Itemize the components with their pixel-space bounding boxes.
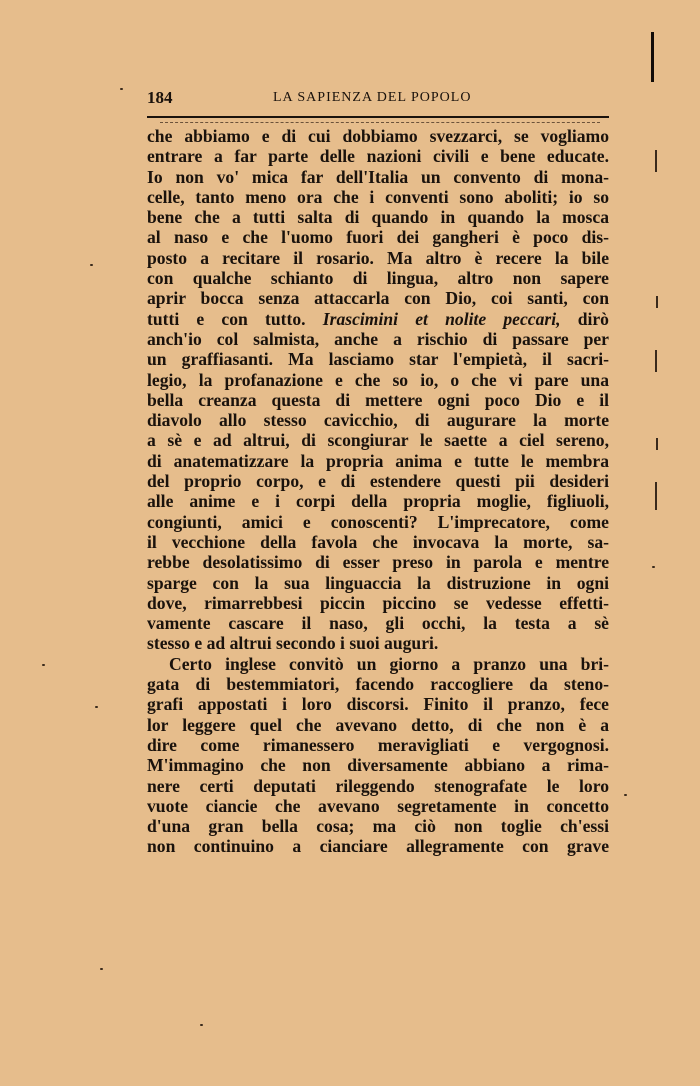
speck — [95, 706, 98, 708]
text-line: anch'io col salmista, anche a rischio di passare per — [147, 328, 609, 349]
speck — [120, 88, 123, 90]
text-line: legio, la profanazione e che so io, o che vi pare una — [147, 369, 609, 390]
text-line: entrare a far parte delle nazioni civili e bene educate. — [147, 146, 609, 167]
header-rule — [147, 116, 609, 118]
text-line: con qualche schianto di lingua, altro non sapere — [147, 268, 609, 289]
text-line: vamente cascare il naso, gli occhi, la testa a sè — [147, 613, 609, 634]
text-line: il vecchione della favola che invocava la morte, sa- — [147, 531, 609, 552]
text-segment: tutti e con tutto. — [147, 308, 306, 329]
running-title: LA SAPIENZA DEL POPOLO — [273, 90, 472, 105]
text-segment: dirò — [577, 308, 609, 329]
text-line: M'immagino che non diversamente abbiano a rima- — [147, 755, 609, 776]
margin-mark — [656, 296, 658, 308]
text-line: vuote ciancie che avevano segretamente in concetto — [147, 795, 609, 816]
text-line: a sè e ad altrui, di scongiurar le saette a ciel sereno, — [147, 430, 609, 451]
text-line: nere certi deputati rileggendo stenografate le loro — [147, 775, 609, 796]
margin-mark — [656, 438, 658, 450]
text-line: bene che a tutti salta di quando in quando la mosca — [147, 207, 609, 228]
text-line: dove, rimarrebbesi piccin piccino se vedesse effetti- — [147, 592, 609, 613]
text-line: sparge con la sua linguaccia la distruzione in ogni — [147, 572, 609, 593]
text-line: non continuino a cianciare allegramente con grave — [147, 836, 609, 857]
speck — [200, 1024, 203, 1026]
margin-mark — [655, 350, 657, 372]
body-text — [147, 126, 609, 857]
text-line: posto a recitare il rosario. Ma altro è recere la bile — [147, 247, 609, 268]
page-edge-shadow — [651, 32, 654, 82]
text-line: che abbiamo e di cui dobbiamo svezzarci, se vogliamo — [147, 126, 609, 146]
speck — [42, 664, 45, 666]
text-line: celle, tanto meno ora che i conventi sono aboliti; io so — [147, 186, 609, 207]
text-line: gata di bestemmiatori, facendo raccogliere da steno- — [147, 674, 609, 695]
header-rule-faint — [160, 122, 600, 123]
text-line: congiunti, amici e conoscenti? L'imprecatore, come — [147, 511, 609, 532]
speck — [90, 264, 93, 266]
text-line: aprir bocca senza attaccarla con Dio, coi santi, con — [147, 288, 609, 309]
text-line: grafi appostati i loro discorsi. Finito il pranzo, fece — [147, 694, 609, 715]
page-header — [147, 88, 609, 110]
speck — [100, 968, 103, 970]
text-line: alle anime e i corpi della propria moglie, figliuoli, — [147, 491, 609, 512]
text-line-with-italic — [147, 309, 609, 329]
speck — [624, 794, 627, 796]
paragraph-start-line: Certo inglese convitò un giorno a pranzo una bri- — [169, 653, 609, 674]
text-line: di anatematizzare la propria anima e tutte le membra — [147, 450, 609, 471]
text-line: rebbe desolatissimo di esser preso in parola e mentre — [147, 552, 609, 573]
text-line: d'una gran bella cosa; ma ciò non toglie ch'essi — [147, 816, 609, 837]
text-line: diavolo allo stesso cavicchio, di augurare la morte — [147, 410, 609, 431]
text-line: un graffiasanti. Ma lasciamo star l'empietà, il sacri- — [147, 349, 609, 370]
text-line: del proprio corpo, e di estendere questi pii desideri — [147, 471, 609, 492]
text-line: dire come rimanessero meravigliati e vergognosi. — [147, 734, 609, 755]
margin-mark — [655, 150, 657, 172]
text-line: Io non vo' mica far dell'Italia un convento di mona- — [147, 166, 609, 187]
text-line: al naso e che l'uomo fuori dei gangheri è poco dis- — [147, 227, 609, 248]
paragraph-end-line: stesso e ad altrui secondo i suoi auguri. — [147, 633, 439, 654]
page-number: 184 — [147, 88, 173, 107]
speck — [652, 566, 655, 568]
text-line: lor leggere quel che avevano detto, di che non è a — [147, 714, 609, 735]
margin-mark — [655, 482, 657, 510]
italic-quote: Irascimini et nolite peccari, — [322, 308, 561, 329]
text-line: bella creanza questa di mettere ogni poco Dio e il — [147, 389, 609, 410]
